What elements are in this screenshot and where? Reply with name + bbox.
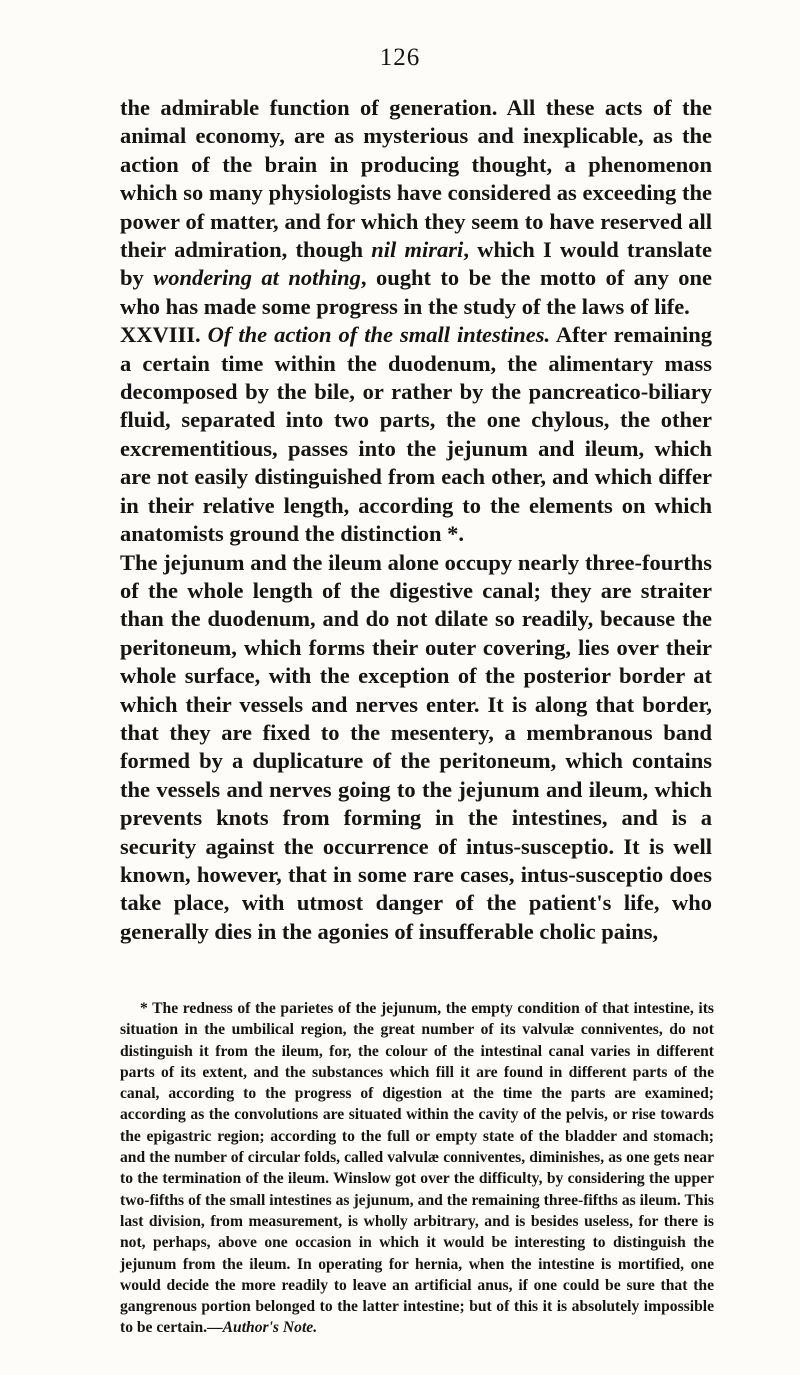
italic-phrase: wondering at nothing [153, 265, 361, 291]
footnote [120, 998, 714, 1339]
paragraph-text: , ought to be the motto of any one who has made some progress in the study of the laws of life. [120, 265, 712, 319]
main-text [120, 94, 712, 946]
page-number: 126 [379, 44, 421, 71]
paragraph-text: After remaining a certain time within the duodenum, the alimentary mass decomposed by the bile, or rather by the pancreatico-biliary fluid, separated into two parts, the one chylous, the other excrementitious, passes into the jejunum and ileum, which are not easily distinguished from each other, and which differ in their relative length, according to the elements on which anatomists ground the distinction *. [120, 322, 712, 547]
footnote-attribution: Author's Note. [222, 1319, 318, 1337]
section-paragraph [120, 321, 712, 548]
footnote-marker: * [140, 1000, 153, 1017]
paragraph: The jejunum and the ileum alone occupy nearly three-fourths of the whole length of the digestive canal; they are straiter than the duodenum, and do not dilate so readily, because the peritoneum, which forms their outer covering, lies over their whole surface, with the exception of the posterior border at which their vessels and nerves enter. It is along that border, that they are fixed to the mesentery, a membranous band formed by a duplicature of the peritoneum, which contains the vessels and nerves going to the jejunum and ileum, which prevents knots from forming in the intestines, and is a security against the occurrence of intus-susceptio. It is well known, however, that in some rare cases, intus-susceptio does take place, with utmost danger of the patient's life, who generally dies in the agonies of insufferable cholic pains, [120, 549, 712, 944]
section-heading: Of the action of the small intestines. [207, 322, 551, 348]
footnote-paragraph [120, 998, 714, 1339]
footnote-text: The redness of the parietes of the jejunum, the empty condition of that intestine, its situation in the umbilical region, the great number of its valvulæ conniventes, do not distinguish it from the ileum, for, the colour of the intestinal canal varies in different parts of its extent, and the substances which fill it are found in different parts of the canal, according to the progress of digestion at the time the parts are examined; according as the convolutions are situated within the cavity of the pelvis, or rise towards the epigastric region; according to the full or empty state of the bladder and stomach; and the number of circular folds, called valvulæ conniventes, diminishes, as one gets near to the termination of the ileum. Winslow got over the difficulty, by considering the upper two-fifths of the small intestines as jejunum, and the remaining three-fifths as ileum. This last division, from measurement, is wholly arbitrary, and is besides useless, for there is not, perhaps, above one occasion in which it would be interesting to distinguish the jejunum from the ileum. In operating for hernia, when the intestine is mortified, one would decide the more readily to leave an artificial anus, if one could be sure that the gangrenous portion belonged to the latter intestine; but of this it is absolutely impossible to be certain.— [120, 1000, 714, 1337]
paragraph-text: the admirable function of generation. All these acts of the animal economy, are as mysterious and inexplicable, as the action of the brain in producing thought, a phenomenon which so many physiologists have considered as exceeding the power of matter, and for which they seem to have reserved all their admiration, though [120, 95, 712, 263]
italic-phrase: nil mirari [371, 237, 464, 263]
paragraph-continuation [120, 94, 712, 321]
section-number: XXVIII. [120, 322, 208, 348]
paragraph-text: , which I would translate by [120, 237, 712, 291]
